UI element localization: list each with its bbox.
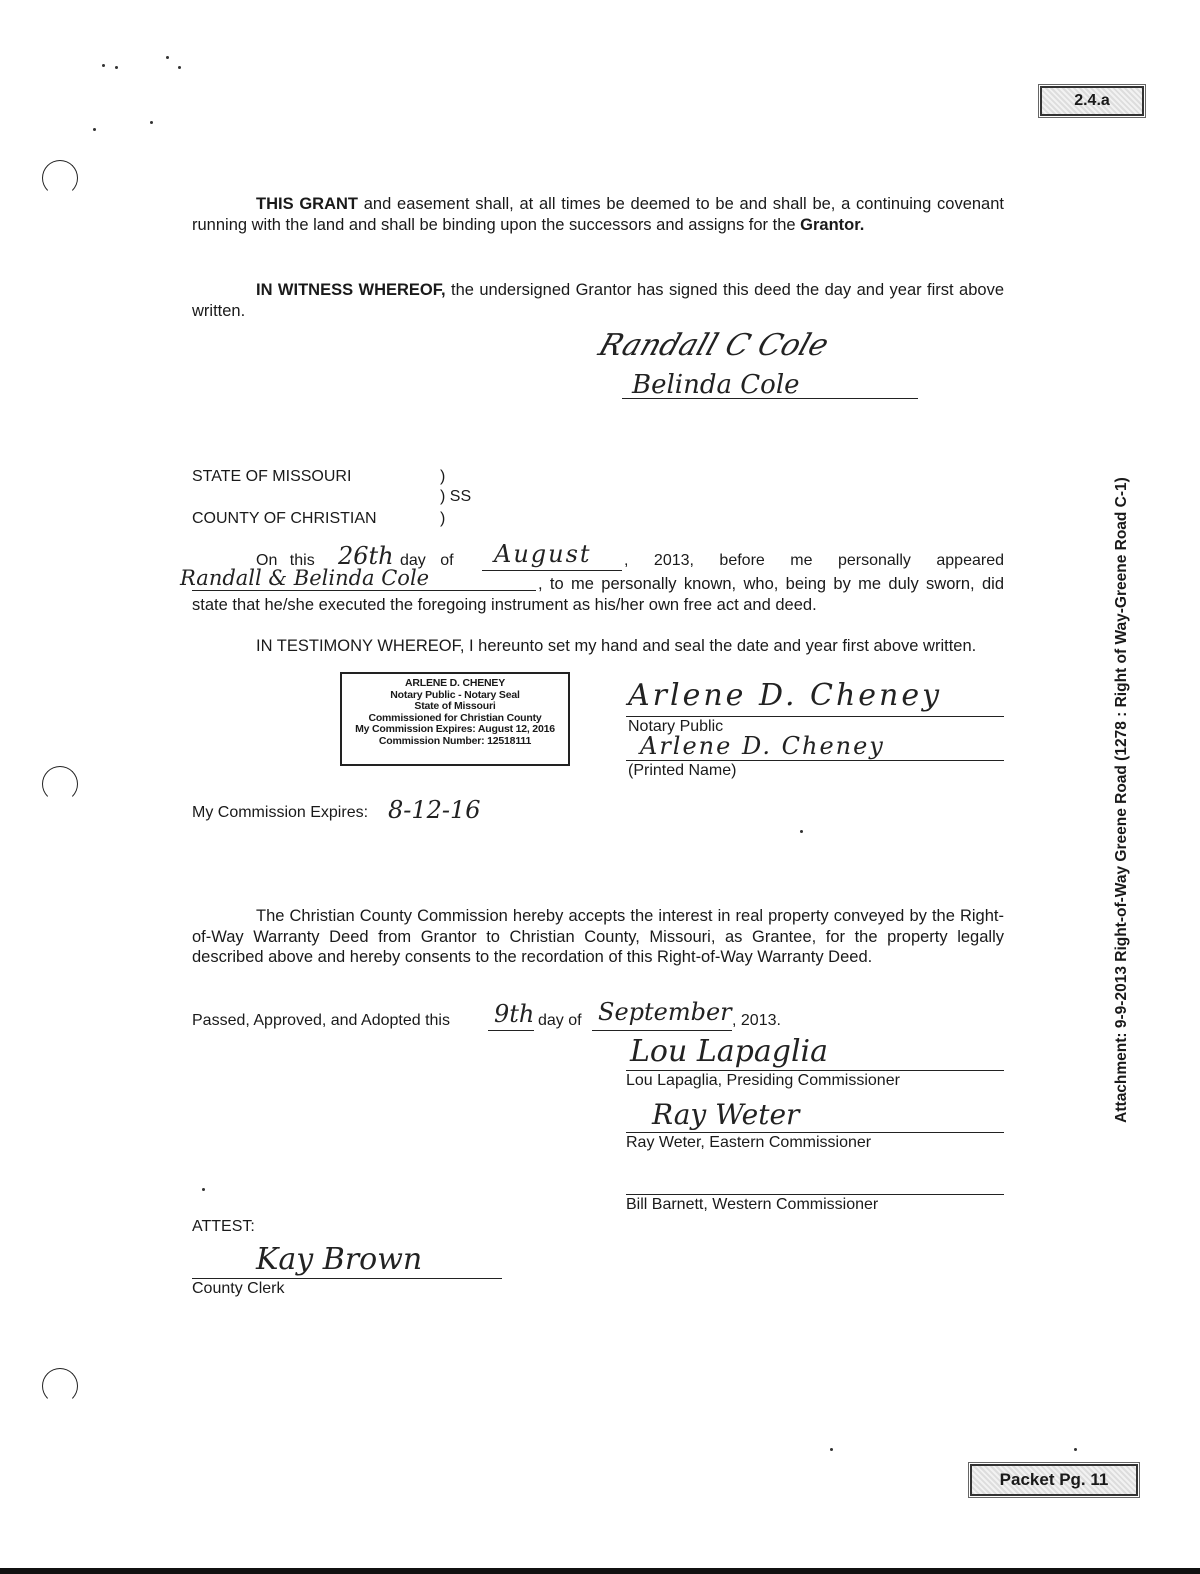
ack-names-handwritten: Randall & Belinda Cole: [180, 566, 430, 590]
printed-name-label: (Printed Name): [628, 762, 737, 779]
venue-paren-1: ): [440, 468, 446, 485]
passed-lead: Passed, Approved, and Adopted this: [192, 1012, 450, 1029]
attachment-tag: 2.4.a: [1040, 86, 1144, 116]
attest-label: ATTEST:: [192, 1218, 255, 1235]
ack-year-text: , 2013, before me personally appeared: [624, 552, 1004, 569]
notary-printed-line: [626, 760, 1004, 761]
covenant-grantor: Grantor.: [800, 215, 865, 234]
seal-line: State of Missouri: [414, 700, 496, 712]
scan-speck: [202, 1188, 205, 1191]
commission-expires-label: My Commission Expires:: [192, 804, 369, 821]
commissioner-1-title: Lou Lapaglia, Presiding Commissioner: [626, 1072, 900, 1089]
notary-signature: Arlene D. Cheney: [628, 678, 943, 713]
scan-speck: [102, 64, 105, 67]
scan-speck: [166, 56, 169, 59]
ack-month-handwritten: August: [494, 540, 592, 568]
passed-day-of: day of: [538, 1012, 582, 1029]
binder-hole-bottom: [42, 1368, 78, 1404]
testimony-paragraph: IN TESTIMONY WHEREOF, I hereunto set my hand and seal the date and year first above written.: [256, 637, 977, 655]
commission-expires-date: 8-12-16: [388, 796, 481, 824]
ack-day-of: day of: [400, 552, 454, 569]
commissioner-1-signature: Lou Lapaglia: [630, 1034, 829, 1069]
seal-line: My Commission Expires: August 12, 2016: [355, 723, 555, 735]
grantor-signature-2: Belinda Cole: [632, 370, 800, 400]
county-clerk-title: County Clerk: [192, 1280, 285, 1297]
seal-line: Commissioned for Christian County: [368, 711, 542, 724]
commissioner-2-signature: Ray Weter: [652, 1098, 800, 1131]
attachment-side-caption: Attachment: 9-9-2013 Right-of-Way Greene Road (1278 : Right of Way-Greene Road C-1): [1113, 477, 1130, 1123]
covenant-lead: THIS GRANT: [256, 195, 358, 213]
page-bottom-edge: [0, 1568, 1200, 1574]
notary-printed-name: Arlene D. Cheney: [640, 732, 885, 760]
notary-seal-stamp: [340, 672, 570, 766]
notary-signature-line: [626, 716, 1004, 717]
venue-county: COUNTY OF CHRISTIAN: [192, 510, 377, 527]
county-clerk-line: [192, 1278, 502, 1279]
passed-month-handwritten: September: [598, 998, 732, 1026]
acceptance-paragraph: The Christian County Commission hereby accepts the interest in real property conveyed by the Right-of-Way Warranty Deed from Grantor to Christian County, Missouri, as Grantee, for the property legally described above and hereby consents to the recordation of this Right-of-Way Warranty Deed.: [192, 907, 1004, 966]
county-clerk-signature: Kay Brown: [256, 1242, 423, 1277]
commissioner-1-line: [626, 1070, 1004, 1071]
scan-speck: [150, 121, 153, 124]
passed-day-line: [488, 1030, 534, 1031]
covenant-paragraph: [192, 194, 1004, 235]
scan-speck: [178, 66, 181, 69]
seal-line: ARLENE D. CHENEY: [404, 677, 506, 689]
notary-public-label: Notary Public: [628, 718, 724, 735]
passed-day-handwritten: 9th: [494, 1000, 535, 1028]
commissioner-2-title: Ray Weter, Eastern Commissioner: [626, 1134, 872, 1151]
passed-year: , 2013.: [732, 1012, 781, 1029]
passed-month-line: [592, 1030, 732, 1031]
packet-page-tag: Packet Pg. 11: [970, 1464, 1138, 1496]
scan-speck: [830, 1448, 833, 1451]
covenant-text: and easement shall, at all times be deemed to be and shall be, a continuing covenant running with the land and shall be binding upon the successors and assigns for the: [192, 195, 1004, 234]
venue-state: STATE OF MISSOURI: [192, 468, 352, 485]
binder-hole-middle: [42, 766, 78, 802]
grantor-signature-line: [622, 398, 918, 399]
scan-speck: [93, 128, 96, 131]
scan-speck: [1074, 1448, 1077, 1451]
commissioner-2-line: [626, 1132, 1004, 1133]
commissioner-3-title: Bill Barnett, Western Commissioner: [626, 1196, 879, 1213]
scan-speck: [115, 66, 118, 69]
witness-text: the undersigned Grantor has signed this deed the day and year first above written.: [192, 281, 1005, 320]
witness-lead: IN WITNESS WHEREOF,: [256, 281, 446, 299]
venue-ss: ) SS: [440, 488, 472, 505]
seal-line: Notary Public - Notary Seal: [390, 688, 520, 701]
commissioner-3-line: [626, 1194, 1004, 1195]
seal-line: Commission Number: 12518111: [378, 734, 532, 747]
scan-speck: [800, 830, 803, 833]
witness-paragraph: [192, 280, 1004, 321]
grantor-signature-1: Randall C Cole: [594, 328, 833, 363]
ack-month-line: [482, 570, 622, 571]
ack-day-handwritten: 26th: [338, 542, 394, 570]
binder-hole-top: [42, 160, 78, 196]
venue-paren-2: ): [440, 510, 446, 527]
ack-on-this: On this: [256, 552, 315, 569]
ack-rest-text: , to me personally known, who, being by me duly sworn, did state that he/she executed the foregoing instrument as his/her own free act and deed.: [192, 575, 1004, 614]
